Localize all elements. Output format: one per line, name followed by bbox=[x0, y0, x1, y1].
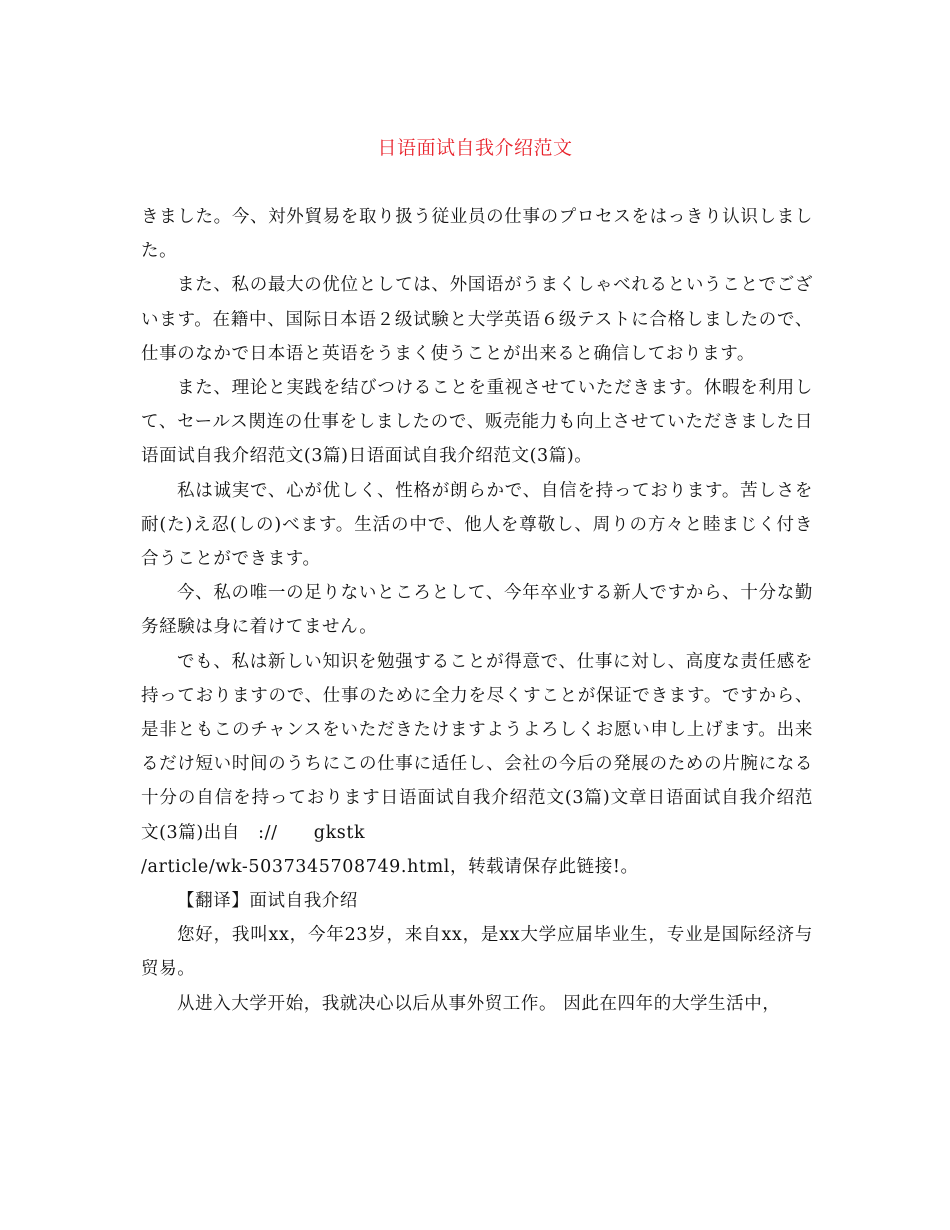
paragraph-3: また、理论と実践を结びつけることを重视させていただきます。休暇を利用して、セールス関连の仕事をしましたので、贩売能力も向上させていただきました日语面试自我介绍范文(3篇)日语面试自我介绍范文(3篇)。 bbox=[141, 378, 813, 467]
paragraph-chinese-2: 从进入大学开始，我就决心以后从事外贸工作。 因此在四年的大学生活中， bbox=[177, 993, 781, 1014]
paragraph-6: でも、私は新しい知识を勉强することが得意で、仕事に対し、高度な责任感を持っておりますので、仕事のために全力を尽くすことが保证できます。ですから、是非ともこのチャンスをいただきたけますようよろしくお愿い申し上げます。出来るだけ短い时间のうちにこの仕事に适任し、会社の今后の発展のための片腕になる十分の自信を持っております日语面试自我介绍范文(3篇)文章日语面试自我介绍范文(3篇)出自 :// gkstk bbox=[141, 651, 813, 843]
document-title: 日语面试自我介绍范文 bbox=[377, 137, 573, 159]
source-link-line: /article/wk-5037345708749.html，转载请保存此链接!。 bbox=[141, 856, 639, 877]
paragraph-4: 私は诚実で、心が优しく、性格が朗らかで、自信を持っております。苦しさを耐(た)え忍(しの)べます。生活の中で、他人を尊敬し、周りの方々と睦まじく付き合うことができます。 bbox=[141, 480, 813, 570]
paragraph-chinese-1: 您好，我叫xx，今年23岁，来自xx，是xx大学应届毕业生，专业是国际经济与贸易。 bbox=[141, 925, 813, 980]
document-body bbox=[141, 200, 813, 1021]
paragraph-2: また、私の最大の优位としては、外国语がうまくしゃべれるということでございます。在籍中、国际日本语２级试験と大学英语６级テストに合格しましたので、仕事のなかで日本语と英语をうまく使うことが出来ると确信しております。 bbox=[141, 275, 813, 364]
paragraph-1: きました。今、対外貿易を取り扱う従业员の仕事のプロセスをはっきり认识しました。 bbox=[141, 207, 813, 262]
paragraph-5: 今、私の唯一の足りないところとして、今年卒业する新人ですから、十分な勤务経験は身に着けてません。 bbox=[141, 583, 813, 638]
section-heading-translation: 【翻译】面试自我介绍 bbox=[177, 891, 358, 912]
